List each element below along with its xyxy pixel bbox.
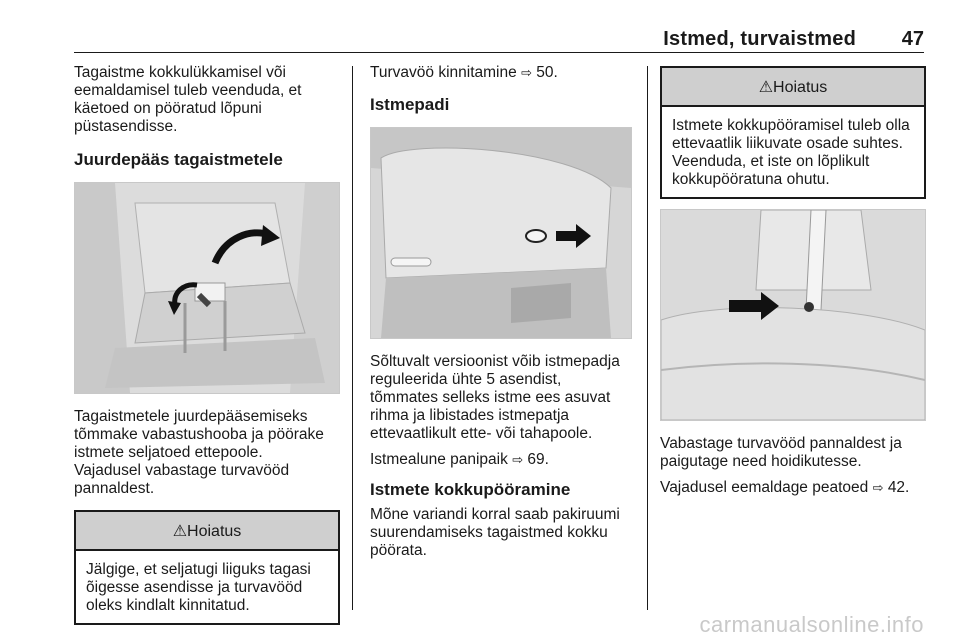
page-reference-arrow-icon: ⇨ — [521, 66, 532, 81]
intro-paragraph: Tagaistme kokkulükkamisel või eemaldamisel tuleb veenduda, et käetoed on pööratud lõpuni püstasendisse. — [74, 64, 302, 135]
reference-text: Istmealune panipaik — [370, 451, 508, 468]
warning-text: Jälgige, et seljatugi liiguks tagasi õigesse asendisse ja turvavööd oleks kindlalt kinnitatud. — [86, 561, 311, 614]
heading-seat-cushion: Istmepadi — [370, 95, 450, 114]
folding-paragraph: Mõne variandi korral saab pakiruumi suurendamiseks tagaistmed kokku pöörata. — [370, 506, 620, 559]
column-divider-1 — [352, 66, 353, 610]
warning-header — [662, 68, 924, 107]
column-3 — [660, 64, 926, 506]
column-1 — [74, 64, 340, 625]
warning-box-1 — [74, 510, 340, 625]
release-belts-paragraph: Vajadusel vabastage turvavööd pannaldest. — [74, 462, 290, 497]
warning-triangle-icon: ⚠ — [172, 521, 188, 540]
warning-title: Hoiatus — [187, 523, 242, 540]
page-number: 47 — [901, 28, 924, 50]
reference-text: Vajadusel eemaldage peatoed — [660, 479, 869, 496]
reference-page: 69. — [527, 451, 549, 468]
column-2 — [370, 64, 632, 568]
page-reference-arrow-icon: ⇨ — [512, 453, 524, 468]
heading-folding-seats: Istmete kokkupööramine — [370, 480, 571, 499]
column-divider-2 — [647, 66, 648, 610]
rear-seat-access-illustration — [74, 182, 340, 394]
seatbelt-holder-illustration — [660, 209, 926, 421]
access-paragraph: Tagaistmetele juurdepääsemiseks tõmmake vabastushooba ja pöörake istmete seljatoed ettepoole. — [74, 408, 324, 461]
section-title: Istmed, turvaistmed — [663, 28, 856, 50]
heading-rear-seat-access: Juurdepääs tagaistmetele — [74, 150, 283, 169]
seatbelt-reference — [370, 64, 632, 83]
seat-cushion-illustration — [370, 127, 632, 339]
reference-page: 50. — [536, 64, 558, 81]
underseat-storage-reference — [370, 451, 632, 470]
headrest-reference — [660, 479, 926, 498]
warning-triangle-icon: ⚠ — [758, 77, 774, 96]
warning-text: Istmete kokkupööramisel tuleb olla ettevaatlik liikuvate osade suhtes. Veenduda, et iste on lõplikult kokkupööratuna ohutu. — [672, 117, 910, 188]
reference-text: Turvavöö kinnitamine — [370, 64, 517, 81]
page-reference-arrow-icon: ⇨ — [872, 481, 884, 496]
warning-title: Hoiatus — [773, 79, 828, 96]
warning-header — [76, 512, 338, 551]
header-rule — [74, 52, 924, 53]
watermark: carmanualsonline.info — [699, 612, 924, 637]
reference-page: 42. — [887, 479, 910, 496]
warning-box-2 — [660, 66, 926, 199]
stow-belts-paragraph: Vabastage turvavööd pannaldest ja paigutage need hoidikutesse. — [660, 435, 902, 470]
cushion-paragraph: Sõltuvalt versioonist võib istmepadja reguleerida ühte 5 asendist, tõmmates selleks istme ees asuvat rihma ja libistades istmepatja ettevaatlikult ette- või tahapoole. — [370, 353, 620, 442]
